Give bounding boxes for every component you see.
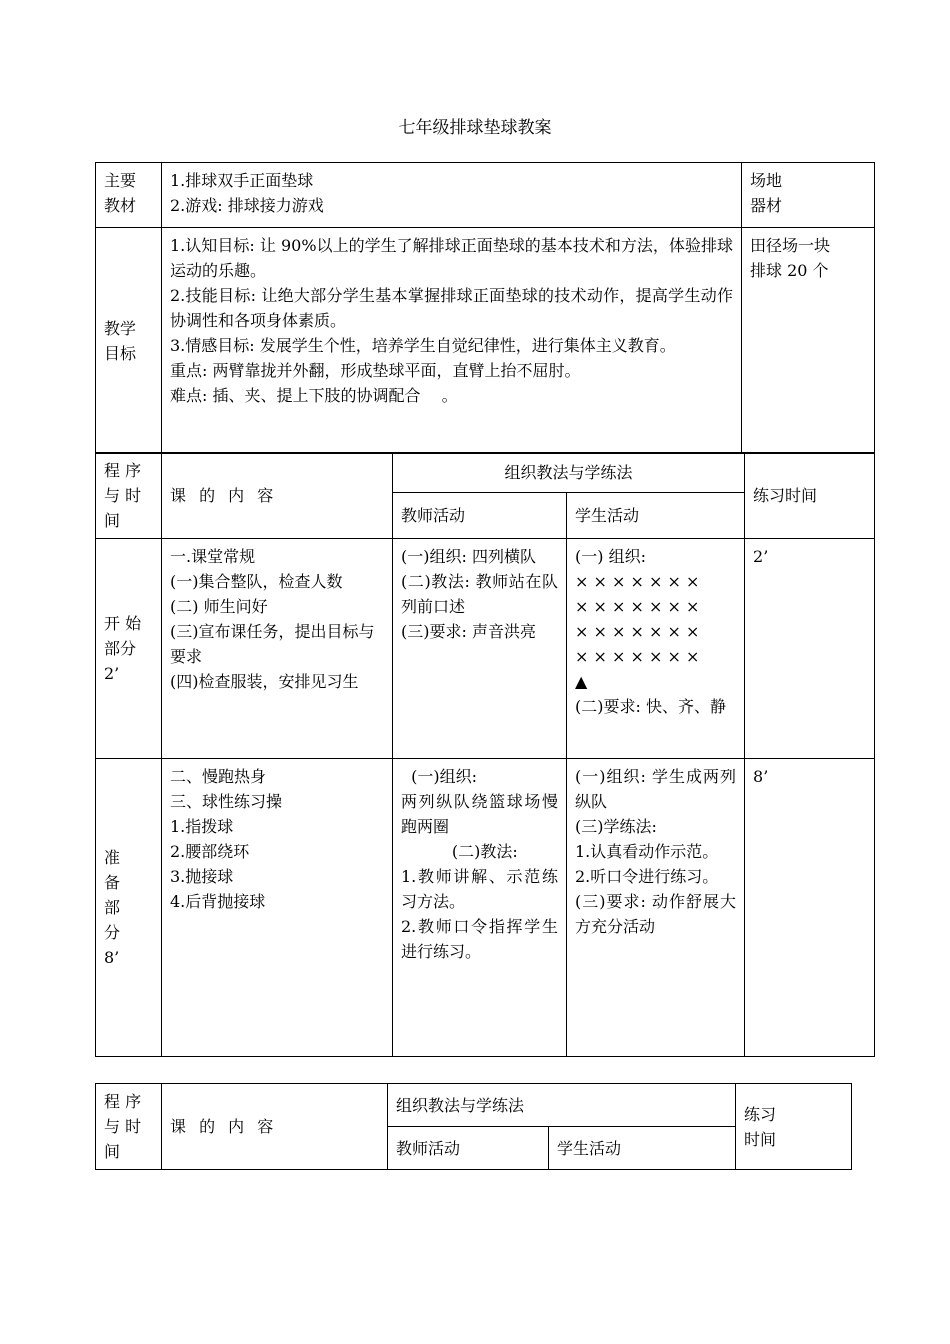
prep-content: 二、慢跑热身 三、球性练习操 1.指拨球 2.腰部绕环 3.抛接球 4.后背抛接球 xyxy=(162,759,393,1057)
procedure-table-2 xyxy=(95,1083,852,1170)
t2-col-procedure: 程 序 与 时 间 xyxy=(96,1084,162,1170)
venue-label: 场地 器材 xyxy=(742,163,875,228)
t2-col-time: 练习 时间 xyxy=(736,1084,852,1170)
procedure-table xyxy=(95,452,875,1057)
prep-time: 8’ xyxy=(745,759,875,1057)
col-procedure: 程 序 与 时 间 xyxy=(96,453,162,539)
col-student: 学生活动 xyxy=(567,493,745,539)
start-student: (一) 组织: × × × × × × × × × × × × × × × × × × × × × × × × × × × × ▲ (二)要求: 快、齐、静 xyxy=(567,539,745,759)
start-content: 一.课堂常规 (一)集合整队，检查人数 (二) 师生问好 (三)宣布课任务，提出目标与要求 (四)检查服装，安排见习生 xyxy=(162,539,393,759)
col-time: 练习时间 xyxy=(745,453,875,539)
col-content: 课 的 内 容 xyxy=(162,453,393,539)
venue-equipment: 田径场一块 排球 20 个 xyxy=(742,228,875,454)
t2-col-student: 学生活动 xyxy=(549,1127,736,1170)
goals-label: 教学 目标 xyxy=(96,228,162,454)
start-section-label: 开 始 部分 2’ xyxy=(96,539,162,759)
t2-col-teacher: 教师活动 xyxy=(388,1127,549,1170)
teacher-marker: ▲ xyxy=(575,672,588,691)
header-table xyxy=(95,162,875,454)
teaching-goals: 1.认知目标: 让 90%以上的学生了解排球正面垫球的基本技术和方法，体验排球运动的乐趣。 2.技能目标: 让绝大部分学生基本掌握排球正面垫球的技术动作，提高学生动作协调性和各项身体素质。 3.情感目标: 发展学生个性，培养学生自觉纪律性，进行集体主义教育。 重点: 两臂靠拢并外翻，形成垫球平面，直臂上抬不屈肘。 难点: 插、夹、提上下肢的协调配合 。 xyxy=(162,228,742,454)
t2-col-method: 组织教法与学练法 xyxy=(388,1084,736,1127)
col-teacher: 教师活动 xyxy=(393,493,567,539)
t2-col-content: 课 的 内 容 xyxy=(162,1084,388,1170)
start-time: 2’ xyxy=(745,539,875,759)
main-material-label: 主要 教材 xyxy=(96,163,162,228)
start-teacher: (一)组织: 四列横队 (二)教法: 教师站在队列前口述 (三)要求: 声音洪亮 xyxy=(393,539,567,759)
prep-student: (一)组织: 学生成两列纵队 (三)学练法: 1.认真看动作示范。 2.听口令进行练习。 (三)要求: 动作舒展大方充分活动 xyxy=(567,759,745,1057)
col-method: 组织教法与学练法 xyxy=(393,453,745,493)
page-title: 七年级排球垫球教案 xyxy=(398,118,552,138)
prep-teacher: (一)组织: 两列纵队绕篮球场慢跑两圈 (二)教法: 1.教师讲解、示范练习方法。 2.教师口令指挥学生进行练习。 xyxy=(393,759,567,1057)
main-material: 1.排球双手正面垫球 2.游戏: 排球接力游戏 xyxy=(162,163,742,228)
prep-section-label: 准 备 部 分 8’ xyxy=(96,759,162,1057)
